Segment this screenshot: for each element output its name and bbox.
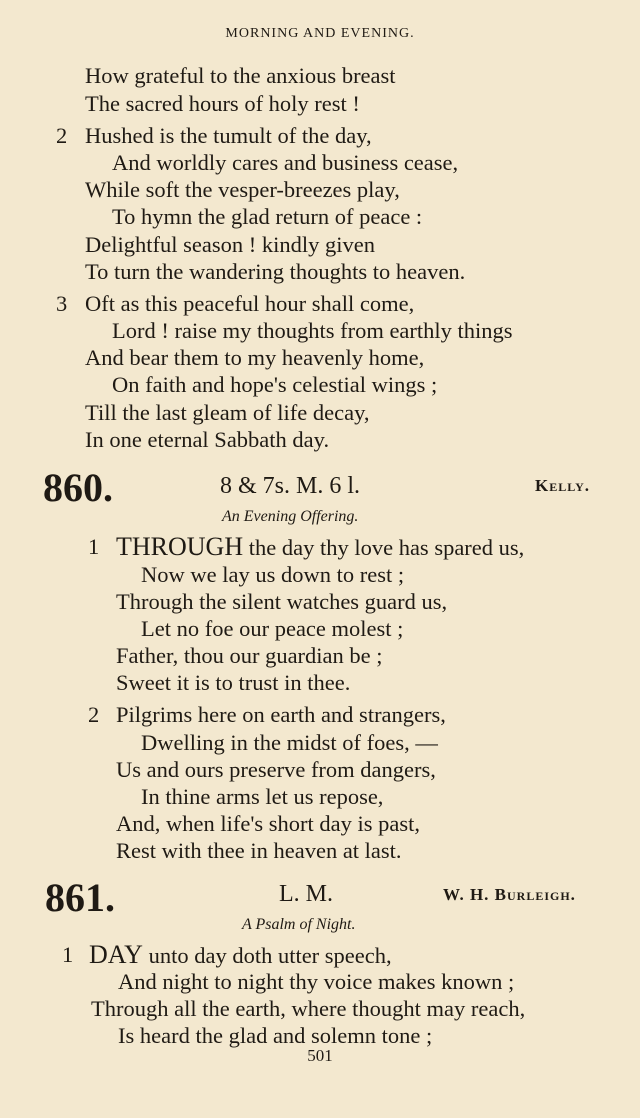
verse-line: Let no foe our peace molest ;: [141, 616, 404, 641]
verse-line: Lord ! raise my thoughts from earthly things: [112, 318, 513, 343]
hymn-author: Kelly.: [535, 476, 591, 495]
verse-line-rest: unto day doth utter speech,: [142, 943, 392, 968]
verse-line: Through the silent watches guard us,: [116, 589, 448, 614]
hymn-meter: L. M.: [279, 881, 333, 907]
verse-first-line: [116, 533, 524, 561]
verse-line: To turn the wandering thoughts to heaven.: [85, 259, 466, 284]
hymn-meter: 8 & 7s. M. 6 l.: [220, 473, 361, 499]
verse-line: Pilgrims here on earth and strangers,: [116, 702, 446, 727]
verse-line: In one eternal Sabbath day.: [85, 427, 330, 452]
stanza-number: 2: [56, 123, 68, 148]
verse-line: In thine arms let us repose,: [141, 784, 384, 809]
page-number: 501: [307, 1046, 333, 1065]
verse-line: Hushed is the tumult of the day,: [85, 123, 372, 148]
verse-line: Through all the earth, where thought may reach,: [91, 996, 526, 1021]
verse-line-rest: the day thy love has spared us,: [243, 535, 525, 560]
verse-line: Us and ours preserve from dangers,: [116, 757, 436, 782]
verse-initial-word: DAY: [89, 940, 143, 969]
verse-line: How grateful to the anxious breast: [85, 63, 396, 88]
verse-initial-word: THROUGH: [116, 532, 244, 561]
verse-line: Dwelling in the midst of foes, —: [141, 730, 438, 755]
verse-line: And night to night thy voice makes known ;: [118, 969, 515, 994]
stanza-number: 3: [56, 291, 68, 316]
verse-line: While soft the vesper-breezes play,: [85, 177, 400, 202]
stanza-number: 2: [88, 702, 100, 727]
verse-line: And worldly cares and business cease,: [112, 150, 459, 175]
verse-line: The sacred hours of holy rest !: [85, 91, 360, 116]
verse-line: Delightful season ! kindly given: [85, 232, 375, 257]
hymn-number: 861.: [45, 875, 115, 920]
hymn-number: 860.: [43, 465, 113, 510]
verse-line: And, when life's short day is past,: [116, 811, 421, 836]
hymn-author: W. H. Burleigh.: [443, 885, 576, 904]
stanza-number: 1: [88, 534, 100, 559]
verse-line: To hymn the glad return of peace :: [112, 204, 423, 229]
verse-line: On faith and hope's celestial wings ;: [112, 372, 438, 397]
verse-line: Sweet it is to trust in thee.: [116, 670, 351, 695]
verse-line: Now we lay us down to rest ;: [141, 562, 405, 587]
running-head: MORNING AND EVENING.: [225, 26, 415, 41]
verse-line: Rest with thee in heaven at last.: [116, 838, 402, 863]
stanza-number: 1: [62, 942, 74, 967]
verse-line: Oft as this peaceful hour shall come,: [85, 291, 415, 316]
hymn-title: An Evening Offering.: [222, 508, 359, 525]
hymn-title: A Psalm of Night.: [242, 916, 356, 933]
verse-line: And bear them to my heavenly home,: [85, 345, 425, 370]
verse-line: Till the last gleam of life decay,: [85, 400, 370, 425]
verse-first-line: [89, 941, 392, 969]
verse-line: Is heard the glad and solemn tone ;: [118, 1023, 433, 1048]
verse-line: Father, thou our guardian be ;: [116, 643, 383, 668]
